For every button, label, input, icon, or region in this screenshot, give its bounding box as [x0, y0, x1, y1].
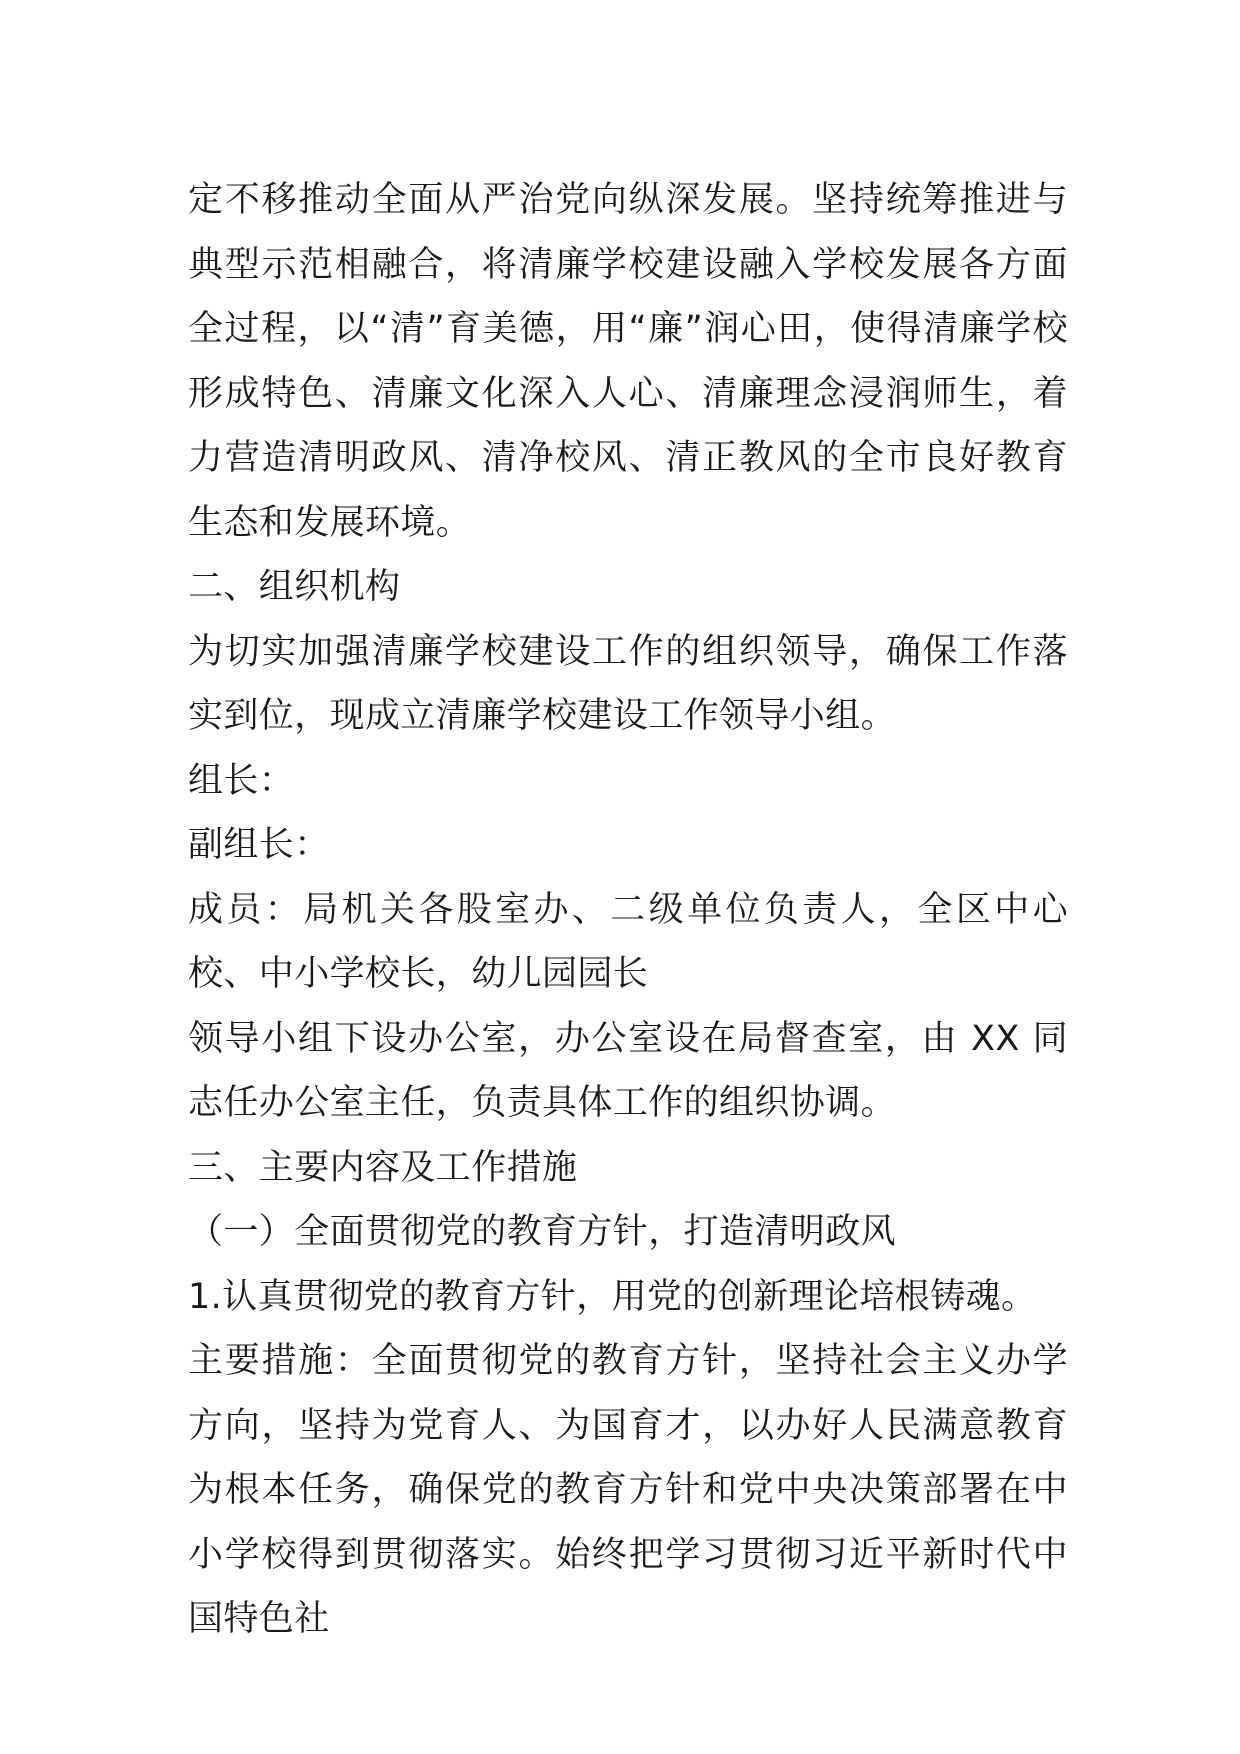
body-paragraph: 领导小组下设办公室，办公室设在局督查室，由 XX 同志任办公室主任，负责具体工作的组织协调。: [188, 1018, 1068, 1123]
body-paragraph: 定不移推动全面从严治党向纵深发展。坚持统筹推进与典型示范相融合，将清廉学校建设融入学校发展各方面全过程，以“清”育美德，用“廉”润心田，使得清廉学校形成特色、清廉文化深入人心、清廉理念浸润师生，着力营造清明政风、清净校风、清正教风的全市良好教育生态和发展环境。: [188, 180, 1068, 543]
leader-line: 组长：: [188, 760, 295, 801]
members-line: 成员：局机关各股室办、二级单位负责人，全区中心校、中小学校长，幼儿园园长: [188, 889, 1068, 994]
body-paragraph: 为切实加强清廉学校建设工作的组织领导，确保工作落实到位，现成立清廉学校建设工作领导小组。: [188, 631, 1068, 736]
body-paragraph: 主要措施：全面贯彻党的教育方针，坚持社会主义办学方向，坚持为党育人、为国育才，以办好人民满意教育为根本任务，确保党的教育方针和党中央决策部署在中小学校得到贯彻落实。始终把学习贯彻习近平新时代中国特色社: [188, 1341, 1068, 1639]
deputy-leader-line: 副组长：: [188, 825, 330, 865]
numbered-item: 1.认真贯彻党的教育方针，用党的创新理论培根铸魂。: [188, 1276, 1037, 1317]
document-body: [188, 168, 1068, 1652]
section-heading: 三、主要内容及工作措施: [188, 1147, 578, 1188]
subsection-heading: （一）全面贯彻党的教育方针，打造清明政风: [188, 1212, 897, 1252]
section-heading: 二、组织机构: [188, 567, 401, 607]
